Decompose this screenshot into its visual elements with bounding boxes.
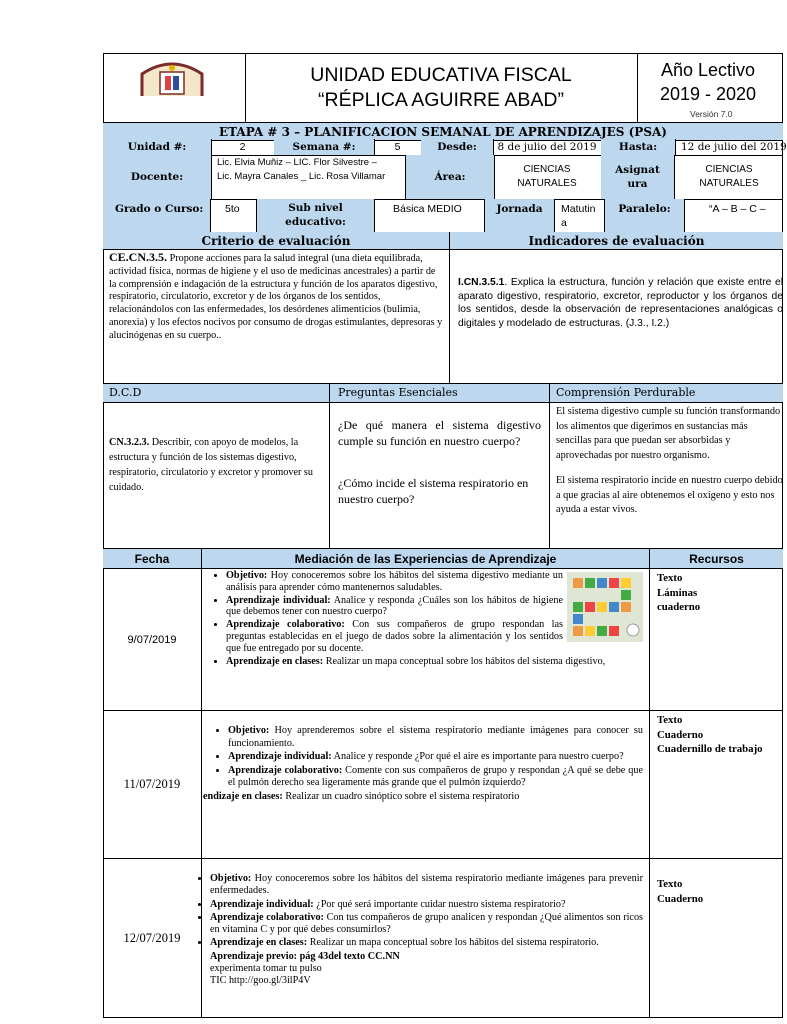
row1-recurso-2: Láminas	[657, 586, 698, 599]
school-title-line2: “RÉPLICA AGUIRRE ABAD”	[318, 89, 564, 111]
unidad-value: 2	[211, 139, 275, 155]
jornada-label: Jornada	[485, 199, 555, 232]
row2-recurso-3: Cuadernillo de trabajo	[657, 743, 763, 755]
desde-label: Desde:	[421, 139, 494, 155]
comprension-body	[550, 403, 783, 549]
unidad-label: Unidad #:	[103, 139, 212, 155]
mediacion-header: Mediación de las Experiencias de Aprendizaje	[202, 549, 650, 569]
area-value: CIENCIAS NATURALES	[493, 155, 602, 199]
criterio-body	[103, 250, 450, 384]
row1-recurso-1: Texto	[657, 572, 683, 584]
row2-item-colaborativo	[228, 765, 643, 790]
comprension-p2: El sistema respiratorio incide en nuestro cuerpo debido a que gracias al aire obtenemos el oxígeno y esto nos ayuda a estar vivos.	[556, 475, 783, 515]
jornada-value: Matutina	[555, 199, 605, 232]
semana-value: 5	[374, 139, 422, 155]
area-label: Área:	[405, 155, 495, 199]
row2-item-individual-label: Aprendizaje individual:	[228, 751, 332, 762]
row1-recurso-3: cuaderno	[657, 601, 701, 613]
criterio-code: CE.CN.3.5.	[109, 250, 168, 264]
row2-item-objetivo-text: Hoy aprenderemos sobre el sistema respiratorio mediante imágenes para conocer su funcionamiento.	[228, 725, 643, 749]
indicadores-body	[450, 250, 783, 384]
row1-item-clases	[226, 656, 643, 668]
row3-item-clases-label: Aprendizaje en clases:	[210, 937, 308, 949]
row3-item-colaborativo-text: Con tus compañeros de grupo analicen y respondan ¿Qué alimentos son ricos en vitamina C y por qué debes consumirlos?	[210, 911, 644, 936]
row1-item-clases-text: Realizar un mapa conceptual sobre los hábitos del sistema digestivo,	[323, 655, 606, 667]
row2-item-individual	[228, 751, 643, 764]
asignatura-value: CIENCIAS NATURALES	[699, 164, 759, 189]
row2-recursos	[650, 711, 783, 859]
row2-item-objetivo-label: Objetivo:	[228, 725, 270, 736]
etapa-title: ETAPA # 3 – PLANIFICACION SEMANAL DE APRENDIZAJES (PSA)	[103, 122, 783, 141]
paralelo-value: “A – B – C –	[709, 203, 766, 215]
dcd-text: Describir, con apoyo de modelos, la estructura y función de los sistemas digestivo, respiratorio, circulatorio y excretor y promover su cuidado.	[109, 437, 313, 493]
logo	[138, 60, 206, 96]
row3-recurso-2: Cuaderno	[657, 892, 704, 905]
row2-recurso-2: Cuaderno	[657, 728, 704, 741]
dcd-body	[103, 403, 330, 549]
row3-recurso-1: Texto	[657, 878, 683, 890]
row3-list	[202, 873, 643, 950]
grado-label: Grado o Curso:	[103, 199, 211, 232]
row3-extra-1: experimenta tomar tu pulso	[210, 963, 322, 975]
preguntas-body	[330, 403, 550, 549]
row3-fecha: 12/07/2019	[103, 859, 202, 1018]
row1-fecha: 9/07/2019	[103, 569, 202, 711]
row2-recurso-1: Texto	[657, 714, 683, 726]
row1-image	[567, 572, 643, 642]
school-title-line1: UNIDAD EDUCATIVA FISCAL	[310, 64, 572, 86]
school-year	[638, 58, 778, 106]
row3-item-objetivo	[210, 873, 643, 898]
row2-mediacion	[202, 711, 650, 859]
comprension-header: Comprensión Perdurable	[550, 384, 783, 403]
docente-line2: Lic. Mayra Canales _ Lic. Rosa Villamar	[217, 171, 386, 182]
asignatura-label: Asignatura	[601, 155, 675, 199]
version-label: Versión 7.0	[690, 109, 733, 119]
row3-item-colaborativo	[210, 912, 643, 937]
row3-item-individual	[210, 899, 643, 911]
comprension-p1: El sistema digestivo cumple su función transformando los alimentos que digerimos en sustancias más sencillas para que puedan ser absorbidas y aprovechadas por nuestro organismo.	[556, 406, 781, 461]
row1-recursos	[650, 569, 783, 711]
school-year-value: 2019 - 2020	[659, 84, 757, 104]
fecha-header: Fecha	[103, 549, 202, 569]
docente-line1: Lic. Elvia Muñiz – LIC. Flor Silvestre –	[217, 157, 377, 168]
recursos-header: Recursos	[650, 549, 783, 569]
row3-item-objetivo-label: Objetivo:	[210, 873, 252, 884]
semana-label: Semana #:	[274, 139, 375, 155]
preguntas-header: Preguntas Esenciales	[330, 384, 550, 403]
row2-tail-label: endizaje en clases:	[203, 790, 283, 802]
row3-extra-2: TIC http://goo.gl/3ilP4V	[210, 975, 311, 987]
school-year-label: Año Lectivo	[660, 60, 756, 80]
row1-item-individual-text: Analice y responda ¿Cuáles son los hábitos de higiene que debemos tener con nuestro cuerpo?	[226, 594, 563, 618]
pregunta-1: ¿De qué manera el sistema digestivo cumple su función en nuestro cuerpo?	[338, 418, 541, 448]
row1-item-colaborativo-label: Aprendizaje colaborativo:	[226, 619, 345, 631]
row3-mediacion	[202, 859, 650, 1018]
row1-item-colaborativo-text: Con sus compañeros de grupo respondan las preguntas establecidas en el juego de dados sobre la alimentación y los sentidos que fue entregado por su docente.	[226, 619, 563, 654]
dcd-header: D.C.D	[103, 384, 330, 403]
info-row-3	[103, 199, 783, 233]
row1-item-objetivo-label: Objetivo:	[226, 570, 268, 581]
row2-item-individual-text: Analice y responde ¿Por qué el aire es importante para nuestro cuerpo?	[331, 751, 624, 762]
row3-item-objetivo-text: Hoy conoceremos sobre los hábitos del sistema respiratorio mediante imágenes para prevenir enfermedades.	[210, 873, 643, 897]
indicadores-code: I.CN.3.5.1	[458, 277, 505, 288]
row3-previo-label: Aprendizaje previo:	[210, 950, 298, 962]
docente-value	[217, 156, 413, 184]
hasta-value: 12 de julio del 2019	[681, 141, 787, 153]
hasta-label: Hasta:	[601, 139, 676, 155]
row3-item-individual-label: Aprendizaje individual:	[210, 898, 314, 910]
row1-mediacion	[202, 569, 650, 711]
school-title	[246, 60, 636, 116]
row3-previo-text: pág 43del texto CC.NN	[297, 950, 400, 962]
row2-item-colaborativo-label: Aprendizaje colaborativo:	[228, 764, 343, 776]
row1-item-objetivo-text: Hoy conoceremos sobre los hábitos del sistema digestivo mediante un análisis para aprender cómo mantenernos saludables.	[226, 570, 563, 593]
row3-item-individual-text: ¿Por qué será importante cuidar nuestro sistema respiratorio?	[313, 898, 566, 910]
row3-previo	[202, 951, 643, 963]
grado-value: 5to	[211, 199, 257, 232]
row2-item-colaborativo-text: Comente con sus compañeros de grupo y respondan ¿A qué se debe que el pulmón derecho sea ligeramente más grande que el pulmón izquierdo?	[228, 764, 643, 788]
row2-item-objetivo	[228, 725, 643, 750]
subnivel-label: Sub nivel educativo:	[257, 199, 375, 232]
row2-fecha: 11/07/2019	[103, 711, 202, 859]
info-row-1	[103, 139, 787, 156]
row3-item-clases-text: Realizar un mapa conceptual sobre los hábitos del sistema respiratorio.	[307, 937, 599, 949]
row3-item-colaborativo-label: Aprendizaje colaborativo:	[210, 911, 324, 923]
indicadores-text: . Explica la estructura, función y relación que existe entre el aparato digestivo, respiratorio, excretor, reproductor y los órganos de los sentidos, desde la observación de representaciones analógicas o digitales y modelado de estructuras. (J.3., I.2.)	[458, 277, 783, 329]
row1-item-clases-label: Aprendizaje en clases:	[226, 655, 324, 667]
criterio-header: Criterio de evaluación	[103, 232, 450, 250]
paralelo-label: Paralelo:	[605, 199, 685, 232]
row1-item-individual-label: Aprendizaje individual:	[226, 594, 331, 606]
dcd-code: CN.3.2.3.	[109, 437, 150, 448]
row2-tail-text: Realizar un cuadro sinóptico sobre el sistema respiratorio	[282, 790, 520, 802]
row3-recursos	[650, 859, 783, 1018]
indicadores-header: Indicadores de evaluación	[450, 232, 783, 250]
docente-label: Docente:	[103, 155, 212, 199]
desde-value: 8 de julio del 2019	[493, 139, 602, 155]
row3-item-clases	[210, 937, 643, 949]
pregunta-2: ¿Cómo incide el sistema respiratorio en nuestro cuerpo?	[338, 476, 529, 506]
subnivel-value: Básica MEDIO	[375, 199, 485, 232]
row2-tail	[202, 791, 643, 804]
row2-list	[202, 725, 643, 790]
criterio-text: Propone acciones para la salud integral (una dieta equilibrada, actividad física, normas de higiene y el uso de medicinas ancestrales) a partir de la comprensión e indagación de la estructura y función de los aparatos digestivo, respiratorio, circulatorio, excretor y de los órganos de los sentidos, relacionándolos con las enfermedades, los desórdenes alimenticios (bulimia, anorexia) y los efectos nocivos por consumo de drogas estimulantes, depresoras y alucinógenas en su cuerpo..	[109, 253, 443, 341]
info-row-2	[103, 155, 783, 200]
